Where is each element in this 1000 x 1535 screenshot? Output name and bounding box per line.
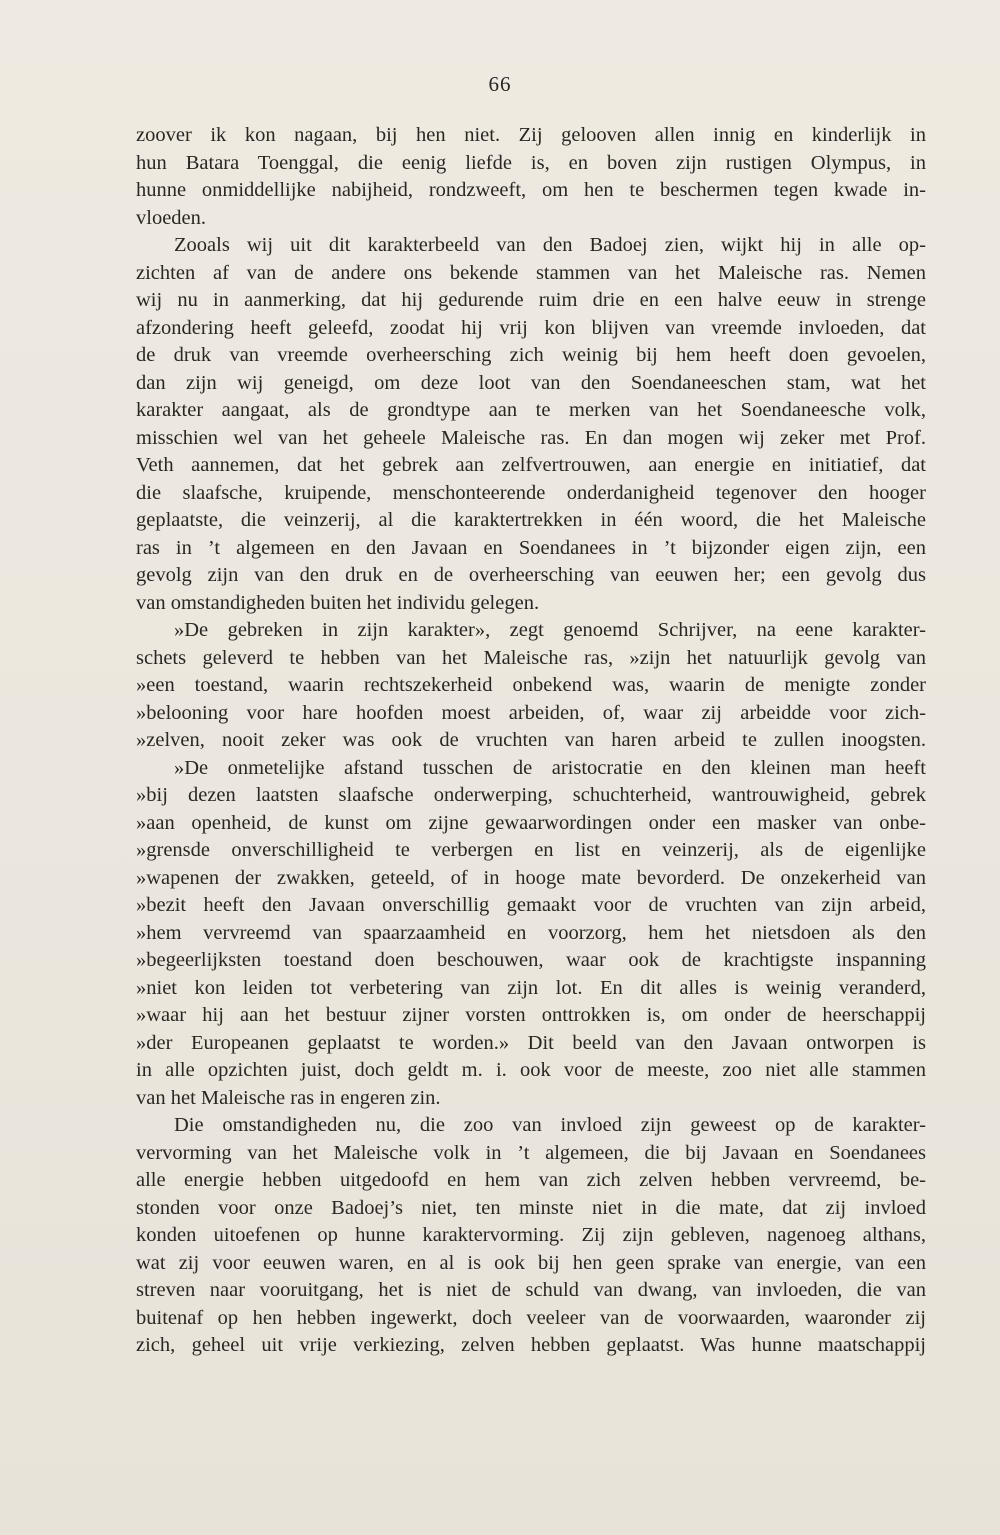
text-line: vervorming van het Maleische volk in ’t algemeen, die bij Javaan en Soendanees: [136, 1141, 926, 1164]
text-line: alle energie hebben uitgedoofd en hem van zich zelven hebben vervreemd, be-: [136, 1169, 926, 1191]
text-line: hunne onmiddellijke nabijheid, rondzweeft, om hen te beschermen tegen kwade in-: [136, 179, 926, 201]
text-line: buitenaf op hen hebben ingewerkt, doch veeleer van de voorwaarden, waaronder zij: [136, 1306, 926, 1329]
text-line: afzondering heeft geleefd, zoodat hij vrij kon blijven van vreemde invloeden, dat: [136, 316, 926, 339]
text-line: zich, geheel uit vrije verkiezing, zelven hebben geplaatst. Was hunne maatschappij: [136, 1334, 926, 1356]
text-line: schets geleverd te hebben van het Maleische ras, »zijn het natuurlijk gevolg van: [136, 646, 926, 669]
text-line: »zelven, nooit zeker was ook de vruchten van haren arbeid te zullen inoogsten.: [136, 729, 926, 751]
text-line: van omstandigheden buiten het individu gelegen.: [136, 591, 540, 614]
text-line: die slaafsche, kruipende, menschonteerende onderdanigheid tegenover den hooger: [136, 481, 926, 504]
text-line: »niet kon leiden tot verbetering van zijn lot. En dit alles is weinig veranderd,: [136, 976, 926, 999]
page-number: 66: [488, 72, 512, 96]
text-line: »der Europeanen geplaatst te worden.» Dit beeld van den Javaan ontworpen is: [136, 1031, 926, 1054]
text-line: Die omstandigheden nu, die zoo van invloed zijn geweest op de karakter-: [174, 1114, 926, 1136]
text-line: van het Maleische ras in engeren zin.: [136, 1086, 441, 1109]
text-line: »bij dezen laatsten slaafsche onderwerping, schuchterheid, wantrouwigheid, gebrek: [136, 784, 926, 806]
text-line: de druk van vreemde overheersching zich weinig bij hem heeft doen gevoelen,: [136, 344, 926, 366]
text-line: »belooning voor hare hoofden moest arbeiden, of, waar zij arbeidde voor zich-: [136, 701, 926, 724]
text-line: wij nu in aanmerking, dat hij gedurende ruim drie en een halve eeuw in strenge: [136, 289, 926, 311]
text-line: zoover ik kon nagaan, bij hen niet. Zij gelooven allen innig en kinderlijk in: [136, 124, 926, 146]
text-line: »waar hij aan het bestuur zijner vorsten onttrokken is, om onder de heerschappij: [136, 1004, 926, 1026]
text-line: »een toestand, waarin rechtszekerheid onbekend was, waarin de menigte zonder: [136, 674, 926, 696]
text-line: geplaatste, die veinzerij, al die karaktertrekken in één woord, die het Maleische: [136, 509, 926, 531]
text-line: ras in ’t algemeen en den Javaan en Soendanees in ’t bijzonder eigen zijn, een: [136, 536, 926, 559]
text-line: Zooals wij uit dit karakterbeeld van den Badoej zien, wijkt hij in alle op-: [174, 234, 926, 256]
text-line: zichten af van de andere ons bekende stammen van het Maleische ras. Nemen: [136, 261, 926, 284]
text-line: streven naar vooruitgang, het is niet de schuld van dwang, van invloeden, die van: [136, 1279, 926, 1301]
text-line: vloeden.: [136, 206, 207, 229]
text-line: dan zijn wij geneigd, om deze loot van den Soendaneeschen stam, wat het: [136, 371, 926, 394]
text-line: gevolg zijn van den druk en de overheersching van eeuwen her; een gevolg dus: [136, 564, 926, 586]
text-line: wat zij voor eeuwen waren, en al is ook bij hen geen sprake van energie, van een: [136, 1251, 926, 1274]
text-line: »begeerlijksten toestand doen beschouwen, waar ook de krachtigste inspanning: [136, 949, 926, 971]
text-line: »hem vervreemd van spaarzaamheid en voorzorg, hem het nietsdoen als den: [136, 921, 926, 944]
text-line: Veth aannemen, dat het gebrek aan zelfvertrouwen, aan energie en initiatief, dat: [136, 454, 926, 476]
text-line: »wapenen der zwakken, geteeld, of in hooge mate bevorderd. De onzekerheid van: [136, 866, 926, 889]
text-line: »grensde onverschilligheid te verbergen en list en veinzerij, als de eigenlijke: [136, 839, 926, 861]
body-text: [136, 122, 926, 1360]
text-line: konden uitoefenen op hunne karaktervorming. Zij zijn gebleven, nagenoeg althans,: [136, 1224, 926, 1246]
text-line: »De onmetelijke afstand tusschen de aristocratie en den kleinen man heeft: [174, 756, 926, 779]
text-line: »De gebreken in zijn karakter», zegt genoemd Schrijver, na eene karakter-: [174, 619, 926, 641]
text-line: in alle opzichten juist, doch geldt m. i. ook voor de meeste, zoo niet alle stammen: [136, 1059, 926, 1081]
text-line: »aan openheid, de kunst om zijne gewaarwordingen onder een masker van onbe-: [136, 811, 926, 834]
text-line: karakter aangaat, als de grondtype aan te merken van het Soendaneesche volk,: [136, 399, 926, 421]
text-line: misschien wel van het geheele Maleische ras. En dan mogen wij zeker met Prof.: [136, 426, 926, 449]
text-line: hun Batara Toenggal, die eenig liefde is, en boven zijn rustigen Olympus, in: [136, 151, 926, 174]
text-line: »bezit heeft den Javaan onverschillig gemaakt voor de vruchten van zijn arbeid,: [136, 894, 926, 916]
text-line: stonden voor onze Badoej’s niet, ten minste niet in die mate, dat zij invloed: [136, 1196, 926, 1219]
